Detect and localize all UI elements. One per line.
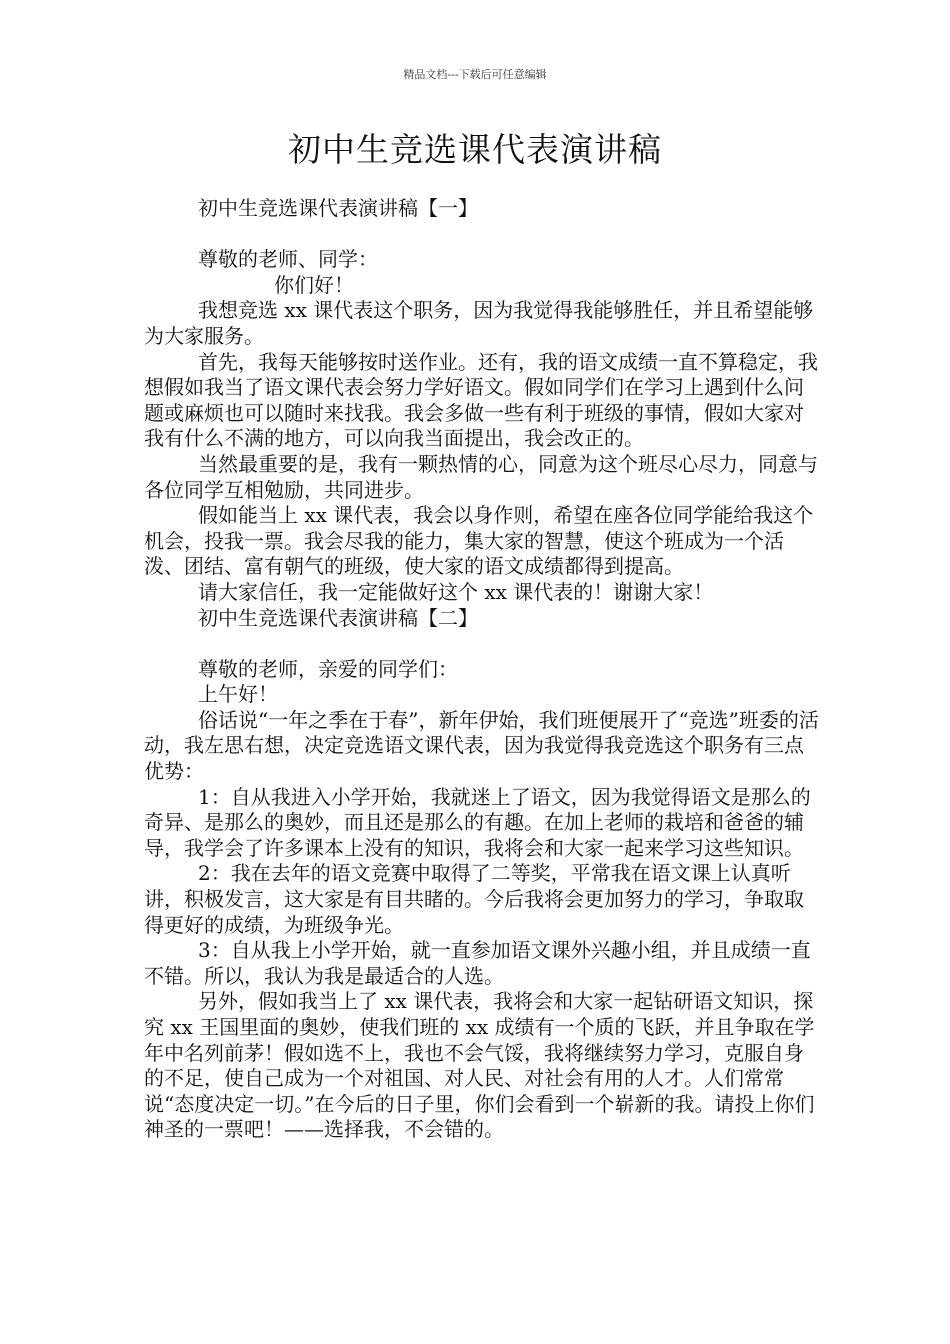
salutation-1: 尊敬的老师、同学：: [198, 247, 378, 272]
greeting-2: 上午好！: [198, 682, 278, 707]
document-title: 初中生竞选课代表演讲稿: [288, 130, 662, 169]
paragraph: 请大家信任，我一定能做好这个 xx 课代表的！谢谢大家！: [198, 579, 714, 604]
salutation-2: 尊敬的老师，亲爱的同学们：: [198, 656, 458, 681]
paragraph: 1：自从我进入小学开始，我就迷上了语文，因为我觉得语文是那么的奇异、是那么的奥妙，而且还是那么的有趣。在加上老师的栽培和爸爸的辅导，我学会了许多课本上没有的知识，我将会和大家一起来学习这些知识。: [144, 784, 811, 860]
section-heading-1: 初中生竞选课代表演讲稿【一】: [198, 196, 478, 220]
paragraph: 2：我在去年的语文竞赛中取得了二等奖，平常我在语文课上认真听讲，积极发言，这大家是有目共睹的。今后我将会更加努力的学习，争取取得更好的成绩，为班级争光。: [144, 861, 804, 937]
paragraph: 当然最重要的是，我有一颗热情的心，同意为这个班尽心尽力，同意与各位同学互相勉励，共同进步。: [144, 451, 818, 502]
paragraph: 我想竞选 xx 课代表这个职务，因为我觉得我能够胜任，并且希望能够为大家服务。: [144, 298, 814, 348]
greeting-1: 你们好！: [274, 272, 354, 297]
section-heading-2: 初中生竞选课代表演讲稿【二】: [198, 605, 478, 630]
paragraph: 另外，假如我当上了 xx 课代表，我将会和大家一起钻研语文知识，探究 xx 王国里面的奥妙，使我们班的 xx 成绩有一个质的飞跃，并且争取在学年中名列前茅！假如选不上，我也不会气馁，我将继续努力学习，克服自身的不足，使自己成为一个对祖国、对人民、对社会有用的人才。人们常常说“态度决定一切。”在今后的日子里，你们会看到一个崭新的我。请投上你们神圣的一票吧！——选择我，不会错的。: [144, 989, 815, 1142]
page-header: 精品文档---下载后可任意编辑: [403, 68, 547, 81]
paragraph: 3：自从我上小学开始，就一直参加语文课外兴趣小组，并且成绩一直不错。所以，我认为我是最适合的人选。: [144, 938, 811, 988]
paragraph: 首先，我每天能够按时送作业。还有，我的语文成绩一直不算稳定，我想假如我当了语文课代表会努力学好语文。假如同学们在学习上遇到什么问题或麻烦也可以随时来找我。我会多做一些有利于班级的事情，假如大家对我有什么不满的地方，可以向我当面提出，我会改正的。: [144, 349, 818, 451]
paragraph: 假如能当上 xx 课代表，我会以身作则，希望在座各位同学能给我这个机会，投我一票。我会尽我的能力，集大家的智慧，使这个班成为一个活泼、团结、富有朝气的班级，使大家的语文成绩都得到提高。: [144, 503, 814, 579]
paragraph: 俗话说“一年之季在于春”，新年伊始，我们班便展开了“竞选”班委的活动，我左思右想，决定竞选语文课代表，因为我觉得我竞选这个职务有三点优势：: [144, 707, 819, 784]
document-body: [144, 196, 820, 1143]
